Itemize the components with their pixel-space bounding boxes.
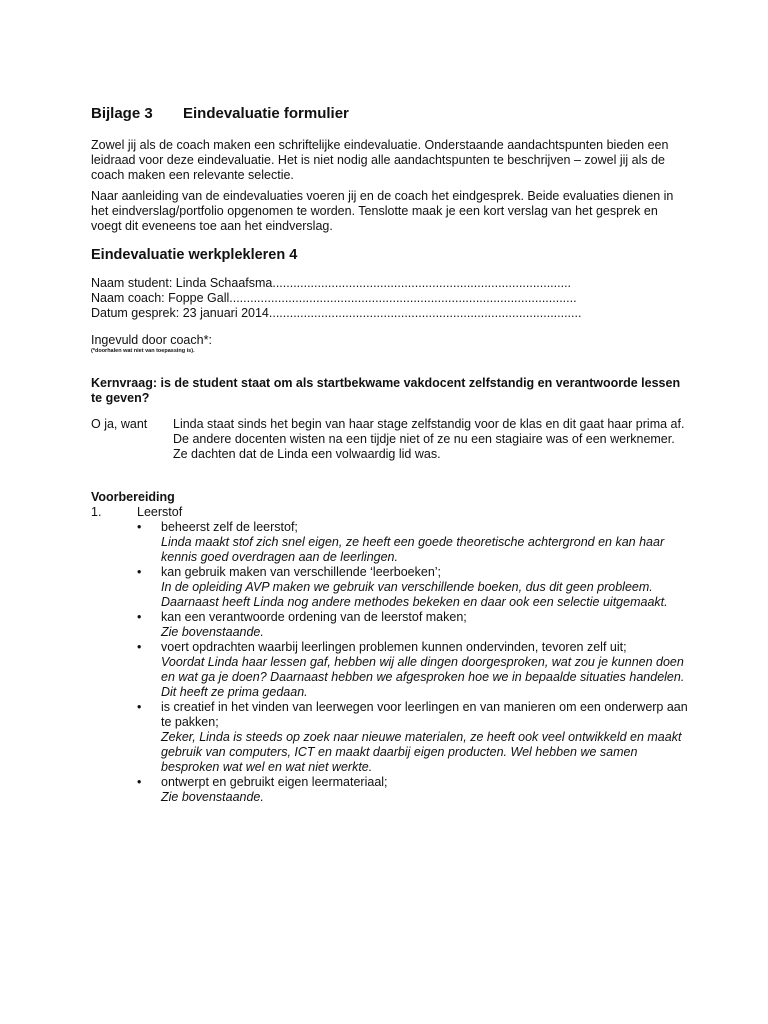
criterion-item <box>137 565 691 610</box>
form-fields <box>91 276 691 321</box>
core-answer <box>91 417 691 462</box>
footnote: (*doorhalen wat niet van toepassing is). <box>91 348 195 354</box>
document-content <box>91 104 691 805</box>
criterion-text: beheerst zelf de leerstof; <box>161 520 298 534</box>
bullet-icon: • <box>137 640 142 654</box>
core-question: Kernvraag: is de student staat om als startbekwame vakdocent zelfstandig en verantwoorde lessen te geven? <box>91 376 681 405</box>
intro-paragraph-1: Zowel jij als de coach maken een schriftelijke eindevaluatie. Onderstaande aandachtspunten bieden een leidraad voor deze eindevaluatie. Het is niet nodig alle aandachtspunten te beschrijven – zowel jij als de coach maken een relevante selectie. <box>91 138 669 182</box>
bullet-icon: • <box>137 700 142 714</box>
criterion-answer: Linda maakt stof zich snel eigen, ze heeft een goede theoretische achtergrond en kan haar kennis goed overdragen aan de leerlingen. <box>161 535 665 564</box>
coach-name-field: Naam coach: Foppe Gall.................................................................................................... <box>91 291 577 305</box>
answer-text: Linda staat sinds het begin van haar stage zelfstandig voor de klas en dit gaat haar prima af. De andere docenten wisten na een tijdje niet of ze nu een stagiaire was of een werknemer. Ze dachten dat de Linda een volwaardig lid was. <box>173 417 685 461</box>
criterion-answer: Zie bovenstaande. <box>161 790 264 804</box>
filled-by-label: Ingevuld door coach*: <box>91 333 212 347</box>
criterion-answer: Zie bovenstaande. <box>161 625 264 639</box>
student-name-field: Naam student: Linda Schaafsma...................................................................................... <box>91 276 572 290</box>
bullet-icon: • <box>137 775 142 789</box>
appendix-heading <box>91 104 691 124</box>
criterion-answer: Voordat Linda haar lessen gaf, hebben wij alle dingen doorgesproken, wat zou je kunnen doen en wat ga je doen? Daarnaast hebben we afgesproken hoe we in bepaalde situaties handelen. Dit heeft ze prima gedaan. <box>161 655 685 699</box>
criterion-text: ontwerpt en gebruikt eigen leermateriaal; <box>161 775 388 789</box>
criterion-item <box>137 640 691 700</box>
preparation-heading: Voorbereiding <box>91 490 175 504</box>
criteria-list <box>91 520 691 805</box>
criterion-text: kan gebruik maken van verschillende ‘leerboeken’; <box>161 565 442 579</box>
intro-paragraph-2: Naar aanleiding van de eindevaluaties voeren jij en de coach het eindgesprek. Beide evaluaties dienen in het eindverslag/portfolio opgenomen te worden. Tenslotte maak je een kort verslag van het gesprek en voegt dit eveneens toe aan het eindverslag. <box>91 189 674 233</box>
criterion-text: kan een verantwoorde ordening van de leerstof maken; <box>161 610 467 624</box>
criterion-text: is creatief in het vinden van leerwegen voor leerlingen en van manieren om een onderwerp aan te pakken; <box>161 700 688 729</box>
bullet-icon: • <box>137 565 142 579</box>
criterion-item <box>137 700 691 775</box>
criterion-item <box>137 520 691 565</box>
item-heading <box>91 505 691 520</box>
criterion-item <box>137 610 691 640</box>
item-title: Leerstof <box>137 505 183 519</box>
date-field: Datum gesprek: 23 januari 2014.......................................................................................... <box>91 306 582 320</box>
bullet-icon: • <box>137 520 142 534</box>
section-heading: Eindevaluatie werkplekleren 4 <box>91 247 298 263</box>
criterion-text: voert opdrachten waarbij leerlingen problemen kunnen ondervinden, tevoren zelf uit; <box>161 640 627 654</box>
criterion-answer: Zeker, Linda is steeds op zoek naar nieuwe materialen, ze heeft ook veel ontwikkeld en maakt gebruik van computers, ICT en maakt daarbij eigen producten. Wel hebben we samen besproken wat wel en wat niet werkte. <box>161 730 682 774</box>
criterion-item <box>137 775 691 805</box>
appendix-number: Bijlage 3 <box>91 105 153 122</box>
criterion-answer: In de opleiding AVP maken we gebruik van verschillende boeken, dus dit geen probleem. Daarnaast heeft Linda nog andere methodes bekeken en daar ook een selectie uitgemaakt. <box>161 580 668 609</box>
answer-option-label: O ja, want <box>91 417 148 431</box>
item-number: 1. <box>91 505 102 519</box>
bullet-icon: • <box>137 610 142 624</box>
appendix-title: Eindevaluatie formulier <box>183 105 349 122</box>
